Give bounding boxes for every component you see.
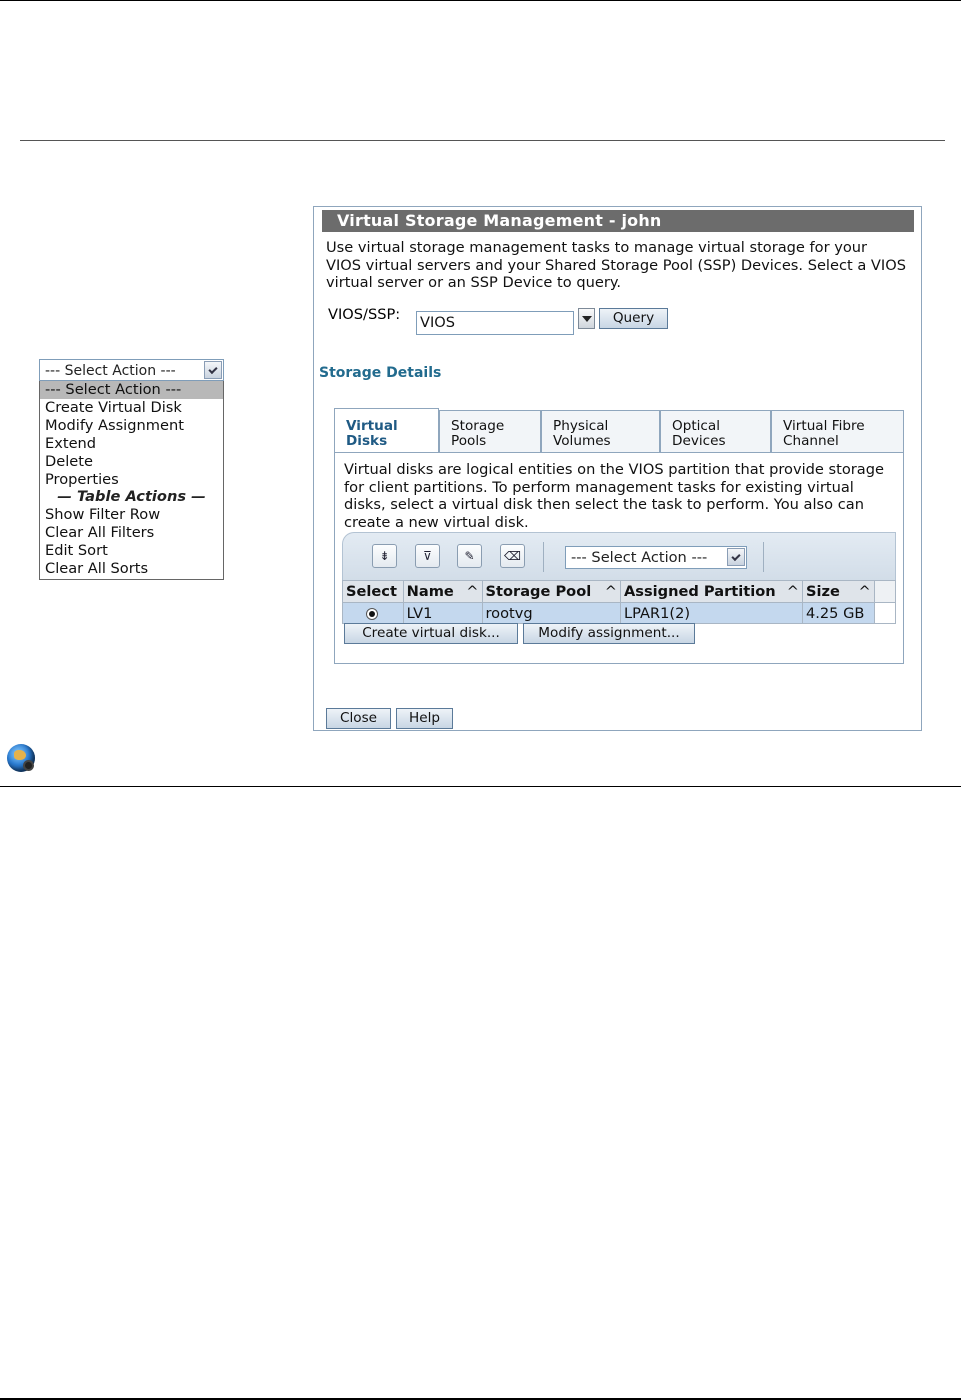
toolbar-divider — [763, 542, 764, 572]
clear-filter-icon[interactable]: ⊽ — [415, 544, 440, 568]
tab-storage-pools[interactable] — [439, 410, 541, 452]
column-header-assigned-partition[interactable]: Assigned Partition ^ — [621, 581, 803, 603]
dialog-intro-text: Use virtual storage management tasks to manage virtual storage for your VIOS virtual servers and your Shared Storage Pool (SSP) Devices. Select a VIOS virtual server or an SSP Device to query. — [326, 239, 906, 291]
column-header-name[interactable]: Name ^ — [403, 581, 482, 603]
option-extend[interactable]: Extend — [45, 434, 97, 452]
column-header-select: Select — [343, 581, 404, 603]
column-header-size[interactable]: Size ^ — [802, 581, 874, 603]
show-filter-icon[interactable]: ⇟ — [372, 544, 397, 568]
sort-icon[interactable]: ^ — [466, 583, 479, 600]
option-create-virtual-disk[interactable]: Create Virtual Disk — [45, 398, 182, 416]
option-properties[interactable]: Properties — [45, 470, 119, 488]
table-header-spacer — [874, 581, 895, 603]
row-assigned-partition: LPAR1(2) — [621, 603, 803, 624]
row-radio-button[interactable] — [366, 608, 378, 620]
modify-assignment-button[interactable]: Modify assignment... — [523, 623, 695, 644]
edit-sort-icon[interactable]: ✎ — [457, 544, 482, 568]
tab-label-line2: Pools — [451, 432, 487, 449]
tab-label-line1: Virtual Fibre — [783, 418, 865, 434]
select-action-value: --- Select Action --- — [45, 363, 176, 379]
tab-label-line2: Devices — [672, 432, 726, 449]
vios-ssp-label: VIOS/SSP: — [328, 306, 401, 323]
dialog-title: Virtual Storage Management - john — [322, 210, 914, 232]
tab-label-line1: Optical — [672, 418, 721, 434]
section-rule — [0, 786, 961, 787]
row-select-cell[interactable] — [343, 603, 404, 624]
virtual-disks-table — [342, 580, 896, 624]
query-button[interactable]: Query — [599, 308, 668, 329]
chevron-down-icon[interactable] — [204, 361, 222, 379]
globe-icon — [7, 744, 35, 772]
option-show-filter-row[interactable]: Show Filter Row — [45, 506, 161, 524]
vios-ssp-input[interactable]: VIOS — [416, 311, 574, 335]
storage-details-heading: Storage Details — [319, 365, 442, 381]
virtual-disks-panel — [334, 452, 904, 664]
select-action-control[interactable] — [39, 359, 224, 381]
table-header-row — [343, 581, 896, 603]
vios-ssp-dropdown-icon[interactable] — [578, 308, 595, 329]
tab-label-line2: Disks — [346, 432, 388, 449]
sort-icon[interactable]: ^ — [604, 583, 617, 600]
sort-icon[interactable]: ^ — [786, 583, 799, 600]
row-storage-pool: rootvg — [482, 603, 621, 624]
table-row[interactable] — [343, 603, 896, 624]
table-select-action[interactable] — [565, 546, 747, 569]
header-rule — [20, 140, 945, 141]
table-select-action-value: --- Select Action --- — [571, 549, 708, 566]
row-spacer — [874, 603, 895, 624]
toolbar-divider — [543, 542, 544, 572]
clear-sort-icon[interactable]: ⌫ — [500, 544, 525, 568]
tab-label-line1: Storage — [451, 418, 505, 434]
tab-label-line2: Channel — [783, 432, 839, 449]
row-name: LV1 — [403, 603, 482, 624]
tab-label-line1: Physical — [553, 418, 609, 434]
virtual-storage-dialog — [313, 206, 922, 731]
help-button[interactable]: Help — [396, 708, 453, 729]
panel-description: Virtual disks are logical entities on the VIOS partition that provide storage for client partitions. To perform management tasks for existing virtual disks, select a virtual disk then select the task to perform. You also can create a new virtual disk. — [344, 461, 884, 531]
sort-icon[interactable]: ^ — [858, 583, 871, 600]
tab-virtual-fibre-channel[interactable] — [771, 410, 904, 452]
option-modify-assignment[interactable]: Modify Assignment — [45, 416, 184, 434]
tab-physical-volumes[interactable] — [541, 410, 660, 452]
tab-label-line1: Virtual — [346, 418, 398, 434]
option-select-action[interactable]: --- Select Action --- — [40, 381, 223, 399]
tab-label-line2: Volumes — [553, 432, 611, 449]
create-virtual-disk-button[interactable]: Create virtual disk... — [344, 623, 518, 644]
option-delete[interactable]: Delete — [45, 452, 93, 470]
option-clear-all-sorts[interactable]: Clear All Sorts — [45, 560, 149, 578]
option-group-table-actions: — Table Actions — — [57, 488, 206, 506]
close-button[interactable]: Close — [326, 708, 391, 729]
top-rule — [0, 0, 961, 1]
tab-virtual-disks[interactable] — [334, 408, 439, 452]
row-size: 4.25 GB — [802, 603, 874, 624]
option-clear-all-filters[interactable]: Clear All Filters — [45, 524, 155, 542]
select-action-dropdown[interactable] — [39, 359, 224, 580]
tab-optical-devices[interactable] — [660, 410, 771, 452]
option-edit-sort[interactable]: Edit Sort — [45, 542, 108, 560]
select-action-options — [39, 381, 224, 580]
column-header-storage-pool[interactable]: Storage Pool ^ — [482, 581, 621, 603]
chevron-down-icon[interactable] — [727, 548, 745, 566]
table-toolbar — [342, 532, 896, 580]
